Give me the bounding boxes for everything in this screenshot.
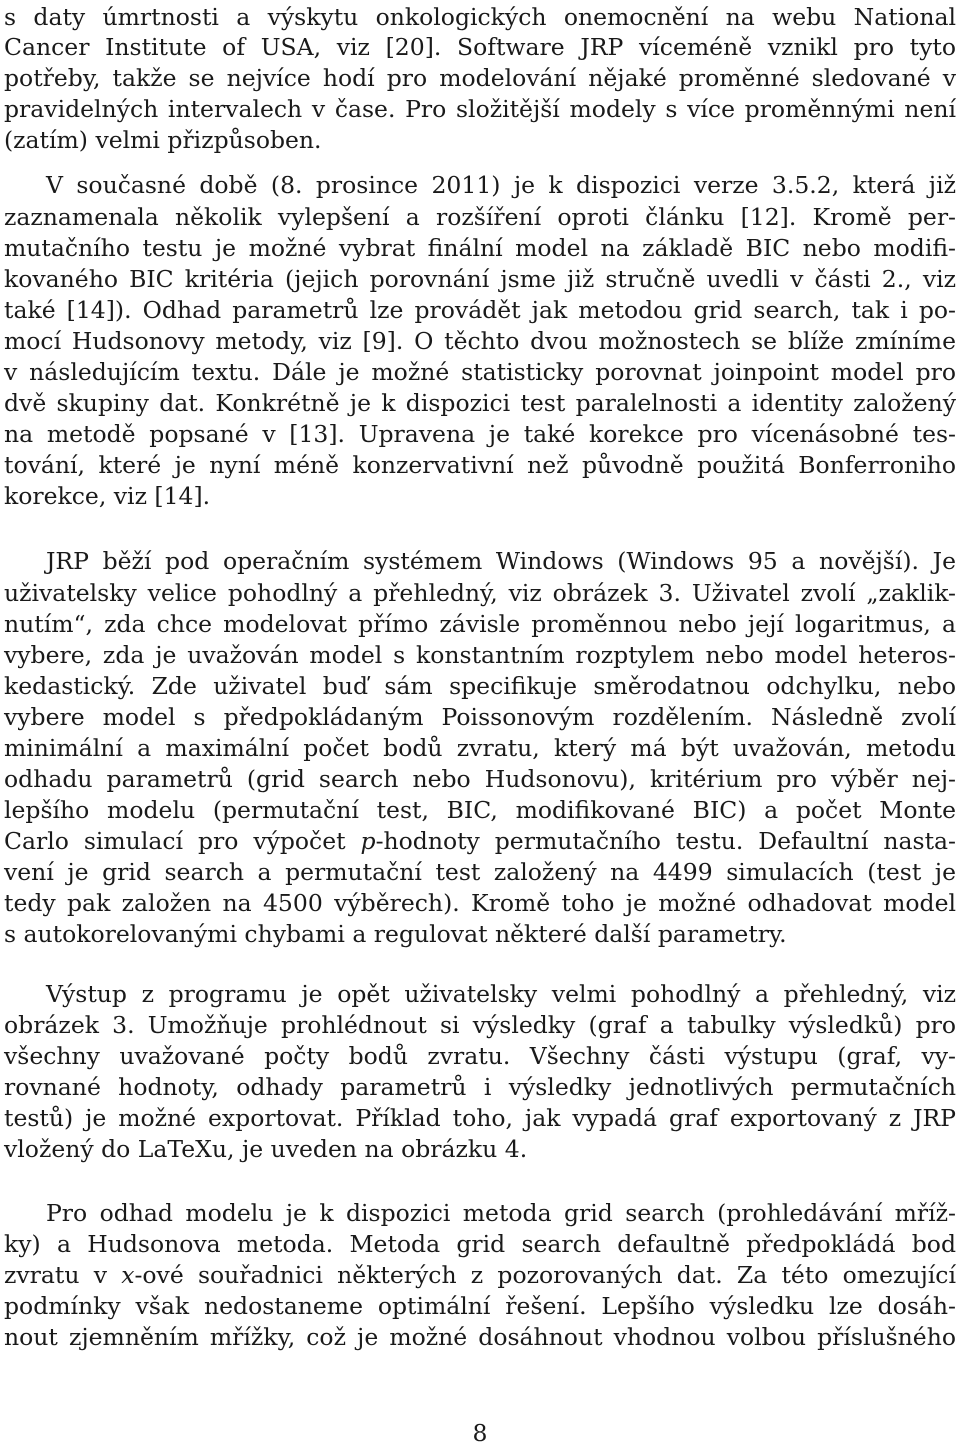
text-line: odhadu parametrů (grid search nebo Hudsonovu), kritérium pro výběr nej- [4,765,956,793]
text-line: pravidelných intervalech v čase. Pro složitější modely s více proměnnými není [4,95,956,123]
text-line: minimální a maximální počet bodů zvratu, který má být uvažován, metodu [4,734,956,762]
text-line: Výstup z programu je opět uživatelsky velmi pohodlný a přehledný, viz [46,980,956,1008]
text-line: Carlo simulací pro výpočet p-hodnoty permutačního testu. Defaultní nasta- [4,827,956,855]
text-line: mocí Hudsonovy metody, viz [9]. O těchto dvou možnostech se blíže zmíníme [4,327,956,355]
text-line: v následujícím textu. Dále je možné statisticky porovnat joinpoint model pro [4,358,956,386]
text-line: testů) je možné exportovat. Příklad toho, jak vypadá graf exportovaný z JRP [4,1104,956,1132]
text-line: dvě skupiny dat. Konkrétně je k dispozici test paralelnosti a identity založený [4,389,956,417]
text-line: rovnané hodnoty, odhady parametrů i výsledky jednotlivých permutačních [4,1073,956,1101]
text-line: vybere, zda je uvažován model s konstantním rozptylem nebo model heteros- [4,641,956,669]
text-line: s autokorelovanými chybami a regulovat některé další parametry. [4,920,787,948]
text-line: nout zjemněním mřížky, což je možné dosáhnout vhodnou volbou příslušného [4,1323,956,1351]
text-line: V současné době (8. prosince 2011) je k dispozici verze 3.5.2, která již [46,171,956,199]
text-line: potřeby, takže se nejvíce hodí pro modelování nějaké proměnné sledované v [4,64,956,92]
text-line: Pro odhad modelu je k dispozici metoda grid search (prohledávání mříž- [46,1199,956,1227]
text-line: kovaného BIC kritéria (jejich porovnání jsme již stručně uvedli v části 2., viz [4,265,956,293]
text-line: podmínky však nedostaneme optimální řešení. Lepšího výsledku lze dosáh- [4,1292,956,1320]
text-line: vení je grid search a permutační test založený na 4499 simulacích (test je [4,858,956,886]
text-line: uživatelsky velice pohodlný a přehledný, viz obrázek 3. Uživatel zvolí „zaklik- [4,579,956,607]
text-line: nutím“, zda chce modelovat přímo závisle proměnnou nebo její logaritmus, a [4,610,956,638]
text-line: lepšího modelu (permutační test, BIC, modifikované BIC) a počet Monte [4,796,956,824]
text-line: zvratu v x-ové souřadnici některých z pozorovaných dat. Za této omezující [4,1261,956,1289]
text-line: vybere model s předpokládaným Poissonovým rozdělením. Následně zvolí [4,703,956,731]
text-line: korekce, viz [14]. [4,482,211,510]
text-line: JRP běží pod operačním systémem Windows (Windows 95 a novější). Je [46,547,956,575]
text-line: ky) a Hudsonova metoda. Metoda grid search defaultně předpokládá bod [4,1230,956,1258]
text-line: mutačního testu je možné vybrat finální model na základě BIC nebo modifi- [4,234,956,262]
text-line: zaznamenala několik vylepšení a rozšíření oproti článku [12]. Kromě per- [4,203,956,231]
text-line: (zatím) velmi přizpůsoben. [4,126,322,154]
text-line: na metodě popsané v [13]. Upravena je také korekce pro vícenásobné tes- [4,420,956,448]
text-line: Cancer Institute of USA, viz [20]. Software JRP víceméně vznikl pro tyto [4,33,956,61]
text-line: také [14]). Odhad parametrů lze provádět jak metodou grid search, tak i po- [4,296,956,324]
text-line: tování, které je nyní méně konzervativní než původně použitá Bonferroniho [4,451,956,479]
text-line: všechny uvažované počty bodů zvratu. Všechny části výstupu (graf, vy- [4,1042,956,1070]
text-line: s daty úmrtnosti a výskytu onkologických onemocnění na webu National [4,3,956,31]
text-line: kedastický. Zde uživatel buď sám specifikuje směrodatnou odchylku, nebo [4,672,956,700]
text-line: tedy pak založen na 4500 výběrech). Kromě toho je možné odhadovat model [4,889,956,917]
text-line: obrázek 3. Umožňuje prohlédnout si výsledky (graf a tabulky výsledků) pro [4,1011,956,1039]
page-number: 8 [472,1419,488,1447]
text-line: vložený do LaTeXu, je uveden na obrázku 4. [4,1135,528,1163]
